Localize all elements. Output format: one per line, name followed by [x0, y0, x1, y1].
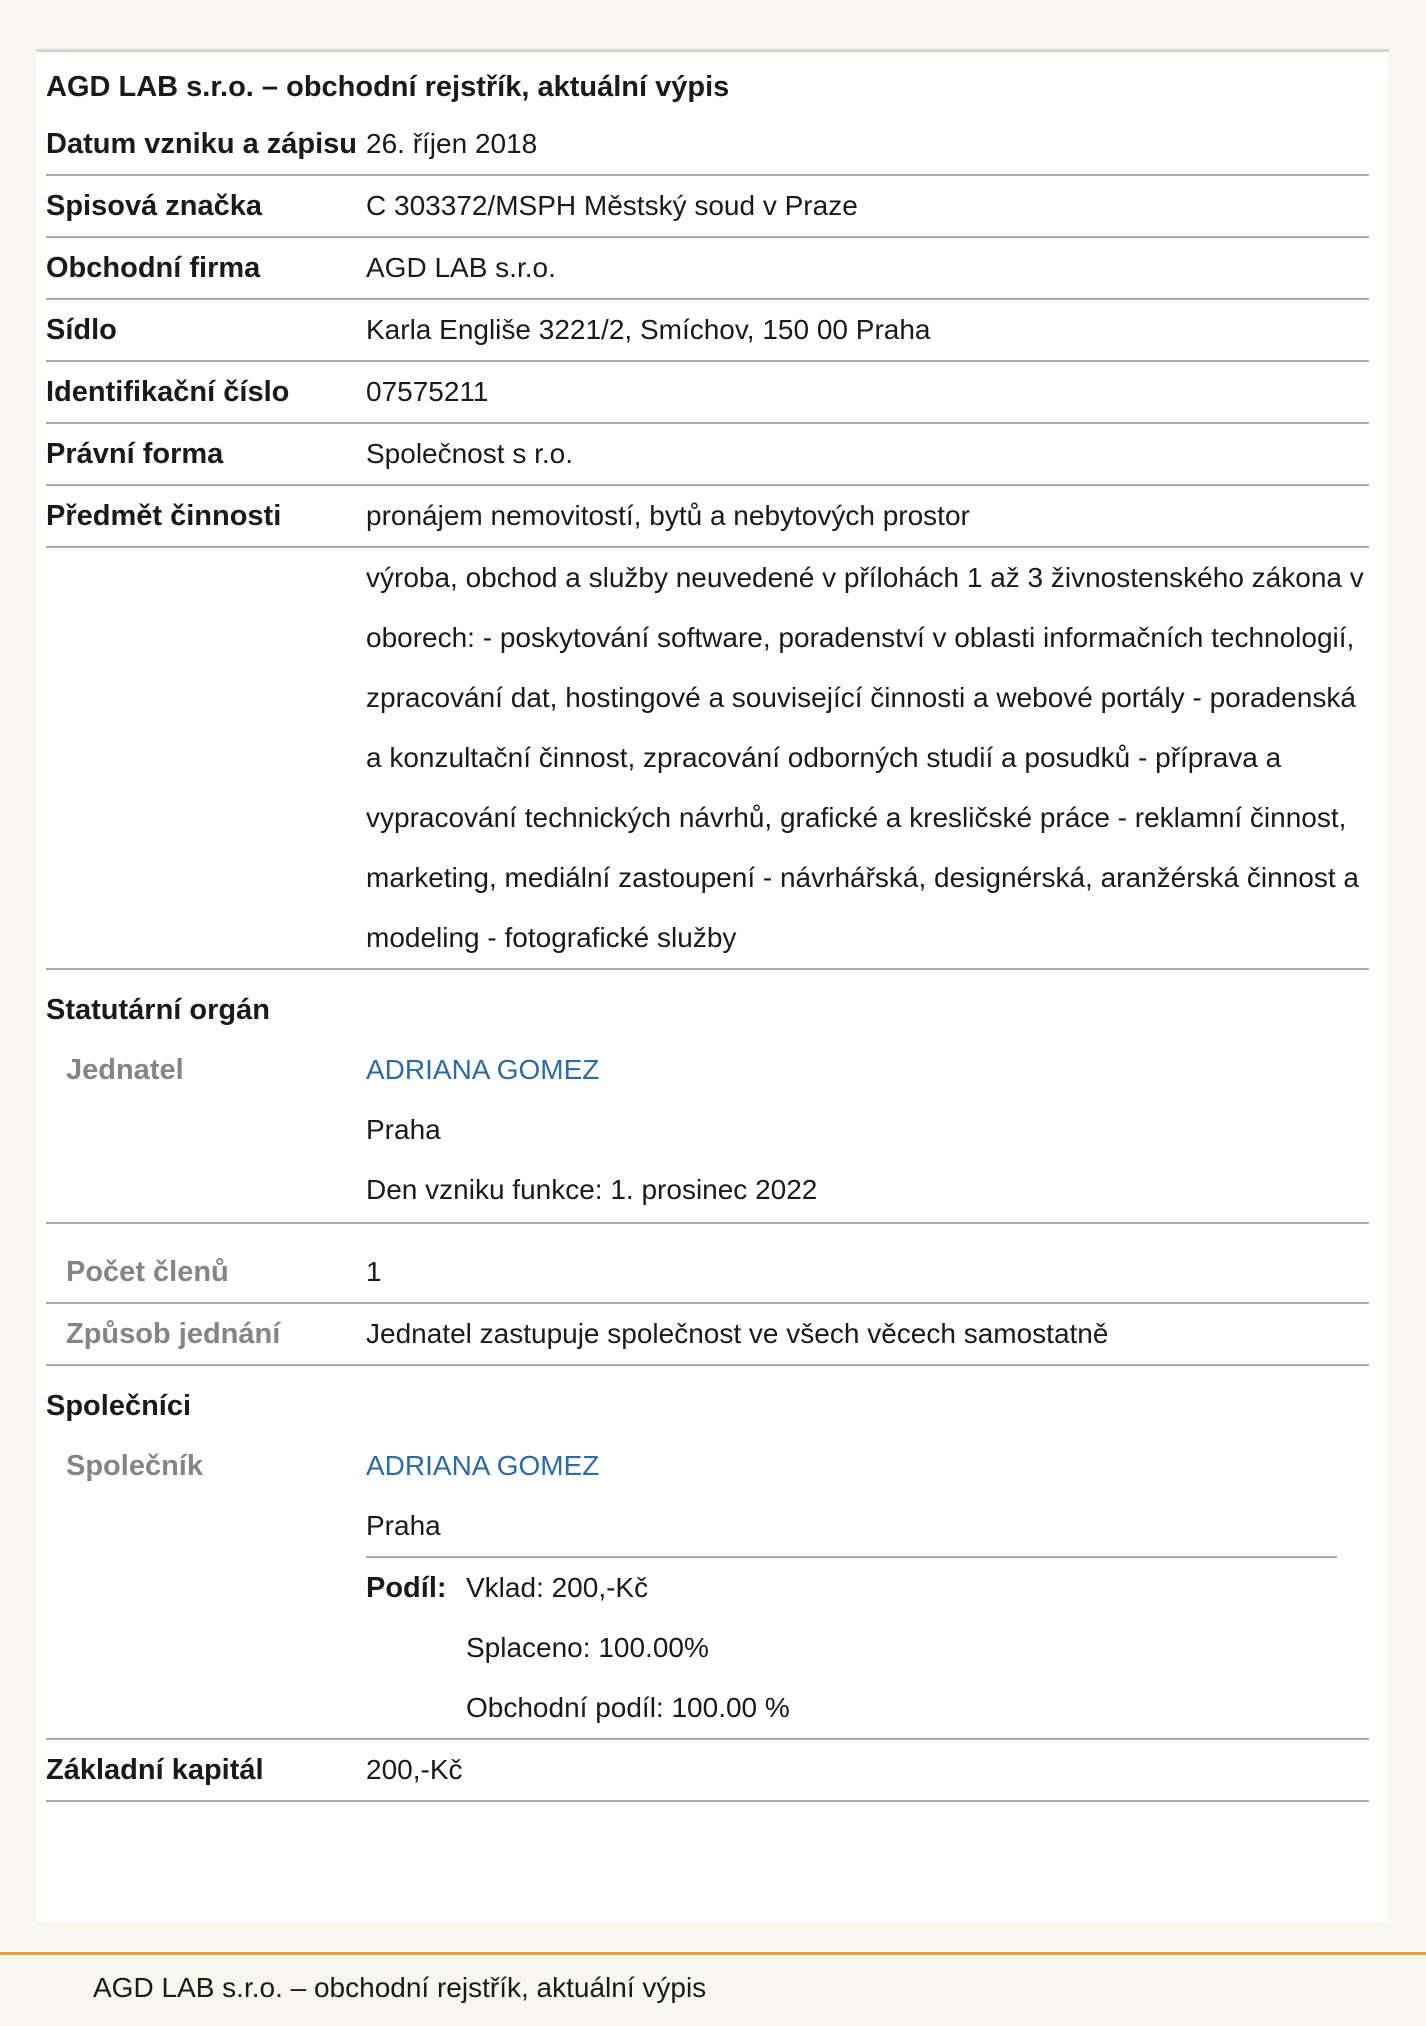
row-seat [46, 300, 1369, 362]
row-value: Společnost s r.o. [366, 438, 574, 469]
row-company-name [46, 238, 1369, 300]
row-value: C 303372/MSPH Městský soud v Praze [366, 190, 858, 221]
share-deposit: Vklad: 200,-Kč [466, 1572, 649, 1603]
row-value: 07575211 [366, 376, 489, 407]
partner-name-link[interactable]: ADRIANA GOMEZ [366, 1450, 600, 1481]
role-label: Společník [66, 1450, 203, 1482]
row-file-number [46, 176, 1369, 238]
executive-city: Praha [366, 1114, 441, 1145]
row-label: Právní forma [46, 438, 224, 470]
row-conduct [46, 1304, 1369, 1366]
document-title: AGD LAB s.r.o. – obchodní rejstřík, aktuální výpis [46, 71, 730, 103]
row-executive [46, 1040, 1369, 1224]
executive-name-link[interactable]: ADRIANA GOMEZ [366, 1054, 600, 1085]
row-label: Obchodní firma [46, 252, 261, 284]
row-legal-form [46, 424, 1369, 486]
section-statutory-title: Statutární orgán [46, 994, 270, 1026]
partner-city: Praha [366, 1510, 441, 1541]
row-label: Způsob jednání [66, 1318, 281, 1350]
row-label: Identifikační číslo [46, 376, 290, 408]
row-label: Základní kapitál [46, 1754, 264, 1786]
row-label: Počet členů [66, 1256, 229, 1288]
row-label: Datum vzniku a zápisu [46, 128, 358, 160]
register-extract-sheet [36, 49, 1389, 1922]
row-label: Sídlo [46, 314, 117, 346]
row-value: AGD LAB s.r.o. [366, 252, 556, 283]
activity-description: výroba, obchod a služby neuvedené v přílohách 1 až 3 živnostenského zákona v oborech: - poskytování software, poradenství v oblasti informačních technologií, zpracování dat, hostingové a související činnosti a webové portály - poradenská a konzultační činnost, zpracování odborných studií a posudků - příprava a vypracování technických návrhů, grafické a kresličské práce - reklamní činnost, marketing, mediální zastoupení - návrhářská, designérská, aranžérská činnost a modeling - fotografické služby [366, 562, 1364, 953]
row-value: Karla Engliše 3221/2, Smíchov, 150 00 Praha [366, 314, 931, 345]
share-label: Podíl: [366, 1572, 447, 1604]
register-content [46, 52, 1369, 1802]
row-partner [46, 1436, 1369, 1740]
row-business-activity [46, 486, 1369, 548]
footer-title: AGD LAB s.r.o. – obchodní rejstřík, aktuální výpis [93, 1972, 707, 2003]
row-value: Jednatel zastupuje společnost ve všech věcech samostatně [366, 1318, 1109, 1349]
section-partners-title: Společníci [46, 1390, 192, 1422]
row-label: Spisová značka [46, 190, 262, 222]
footer-divider [0, 1952, 1426, 1955]
partner-share [366, 1556, 1337, 1738]
row-company-id [46, 362, 1369, 424]
row-value: 200,-Kč [366, 1754, 463, 1785]
row-label: Předmět činnosti [46, 500, 282, 532]
row-capital [46, 1740, 1369, 1802]
share-business: Obchodní podíl: 100.00 % [466, 1692, 790, 1723]
row-business-activity-extra [46, 548, 1369, 970]
row-value: pronájem nemovitostí, bytů a nebytových prostor [366, 500, 970, 531]
row-members-count [46, 1242, 1369, 1304]
row-value: 1 [366, 1256, 382, 1287]
row-value: 26. říjen 2018 [366, 128, 538, 159]
share-paid: Splaceno: 100.00% [466, 1632, 709, 1663]
role-label: Jednatel [66, 1054, 184, 1086]
executive-function-since: Den vzniku funkce: 1. prosinec 2022 [366, 1174, 818, 1205]
row-founded [46, 114, 1369, 176]
